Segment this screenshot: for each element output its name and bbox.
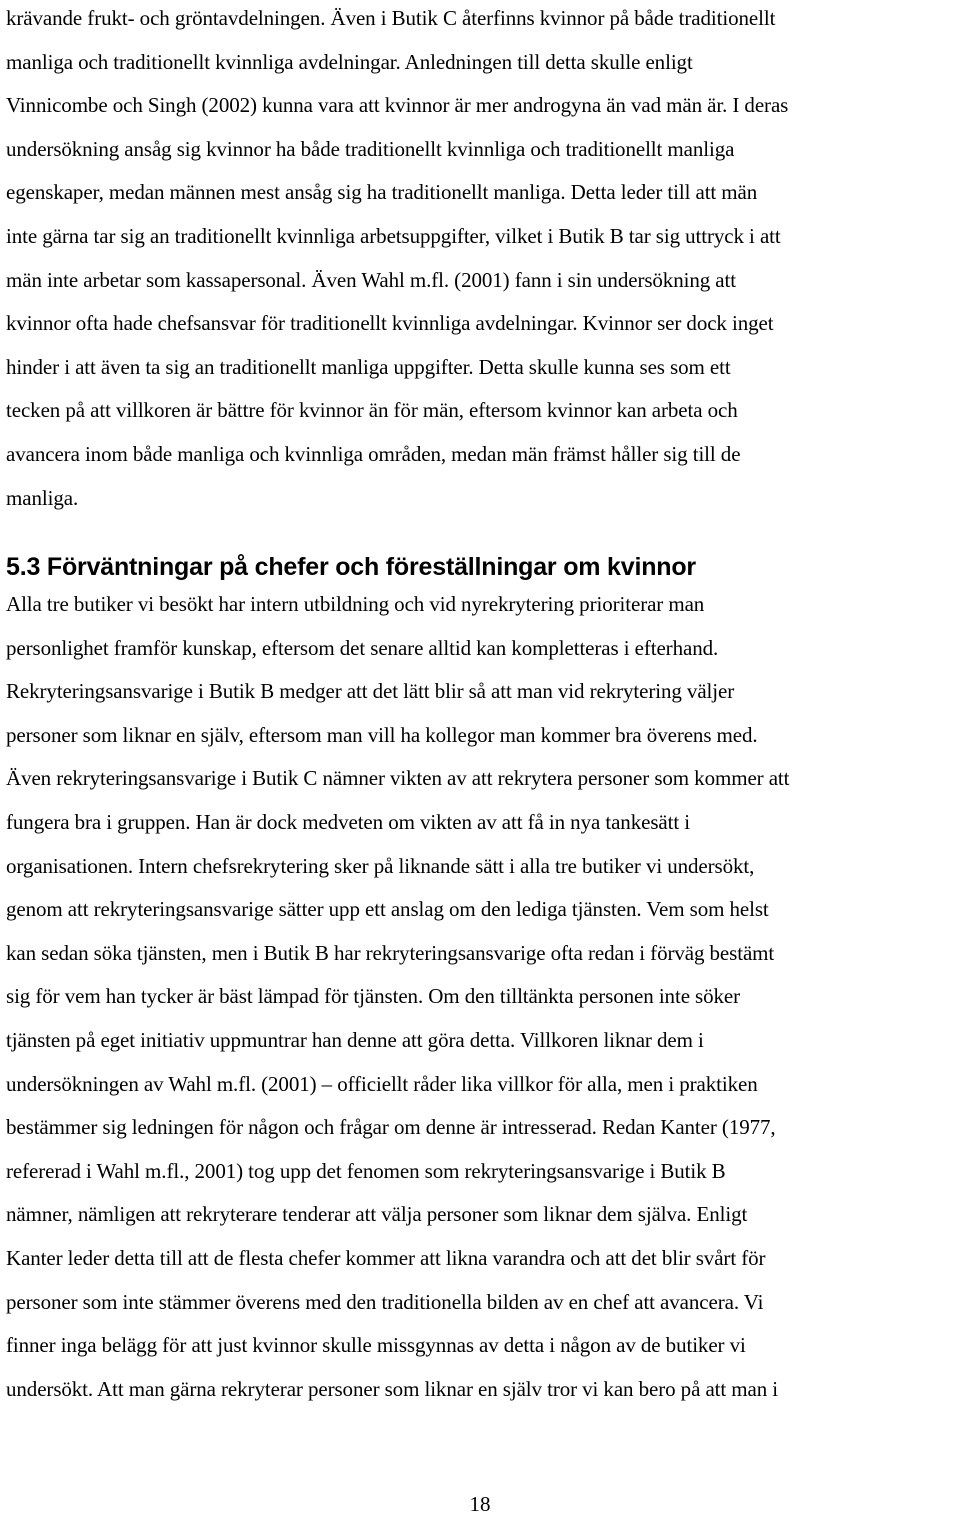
- text-line: Även rekryteringsansvarige i Butik C nämner vikten av att rekrytera personer som kommer att: [6, 766, 790, 791]
- text-line: manliga.: [6, 485, 79, 510]
- text-line: avancera inom både manliga och kvinnliga områden, medan män främst håller sig till de: [6, 441, 741, 466]
- text-line: fungera bra i gruppen. Han är dock medveten om vikten av att få in nya tankesätt i: [6, 809, 690, 834]
- text-line: personer som inte stämmer överens med den traditionella bilden av en chef att avancera. Vi: [6, 1289, 764, 1314]
- text-line: undersökt. Att man gärna rekryterar personer som liknar en själv tror vi kan bero på att man i: [6, 1376, 779, 1401]
- text-line: män inte arbetar som kassapersonal. Även Wahl m.fl. (2001) fann i sin undersökning att: [6, 267, 736, 292]
- text-line: refererad i Wahl m.fl., 2001) tog upp det fenomen som rekryteringsansvarige i Butik B: [6, 1158, 726, 1183]
- text-line: egenskaper, medan männen mest ansåg sig ha traditionellt manliga. Detta leder till att män: [6, 180, 758, 205]
- text-line: personer som liknar en själv, eftersom man vill ha kollegor man kommer bra överens med.: [6, 722, 758, 747]
- text-line: inte gärna tar sig an traditionellt kvinnliga arbetsuppgifter, vilket i Butik B tar sig uttryck i att: [6, 223, 781, 248]
- text-line: Vinnicombe och Singh (2002) kunna vara att kvinnor är mer androgyna än vad män är. I deras: [6, 93, 789, 118]
- text-line: krävande frukt- och gröntavdelningen. Även i Butik C återfinns kvinnor på både traditionellt: [6, 6, 776, 30]
- text-line: hinder i att även ta sig an traditionellt manliga uppgifter. Detta skulle kunna ses som ett: [6, 354, 731, 379]
- text-line: organisationen. Intern chefsrekrytering sker på liknande sätt i alla tre butiker vi undersökt,: [6, 853, 755, 878]
- section-paragraph: [0, 583, 960, 1411]
- text-line: Kanter leder detta till att de flesta chefer kommer att likna varandra och att det blir svårt för: [6, 1245, 766, 1270]
- text-line: nämner, nämligen att rekryterare tenderar att välja personer som liknar dem själva. Enligt: [6, 1202, 748, 1227]
- text-line: tecken på att villkoren är bättre för kvinnor än för män, eftersom kvinnor kan arbeta och: [6, 398, 738, 423]
- text-line: Rekryteringsansvarige i Butik B medger att det lätt blir så att man vid rekrytering väljer: [6, 679, 735, 704]
- page-number: 18: [469, 1492, 491, 1516]
- text-line: finner inga belägg för att just kvinnor skulle missgynnas av detta i någon av de butiker vi: [6, 1333, 746, 1358]
- text-line: undersökning ansåg sig kvinnor ha både traditionellt kvinnliga och traditionellt manliga: [6, 136, 735, 161]
- text-line: tjänsten på eget initiativ uppmuntrar han denne att göra detta. Villkoren liknar dem i: [6, 1027, 704, 1052]
- section-heading: 5.3 Förväntningar på chefer och föreställningar om kvinnor: [6, 553, 696, 581]
- text-line: undersökningen av Wahl m.fl. (2001) – officiellt råder lika villkor för alla, men i praktiken: [6, 1071, 758, 1096]
- text-line: Alla tre butiker vi besökt har intern utbildning och vid nyrekrytering prioriterar man: [6, 592, 705, 616]
- text-line: kan sedan söka tjänsten, men i Butik B har rekryteringsansvarige ofta redan i förväg bestämt: [6, 940, 775, 965]
- text-line: bestämmer sig ledningen för någon och frågar om denne är intresserad. Redan Kanter (1977,: [6, 1115, 776, 1140]
- text-line: kvinnor ofta hade chefsansvar för traditionellt kvinnliga avdelningar. Kvinnor ser dock inget: [6, 311, 774, 336]
- text-line: manliga och traditionellt kvinnliga avdelningar. Anledningen till detta skulle enligt: [6, 49, 693, 74]
- body-paragraph: [0, 0, 960, 520]
- text-line: genom att rekryteringsansvarige sätter upp ett anslag om den lediga tjänsten. Vem som helst: [6, 897, 769, 922]
- text-line: personlighet framför kunskap, eftersom det senare alltid kan kompletteras i efterhand.: [6, 635, 719, 660]
- text-line: sig för vem han tycker är bäst lämpad för tjänsten. Om den tilltänkta personen inte söker: [6, 984, 741, 1009]
